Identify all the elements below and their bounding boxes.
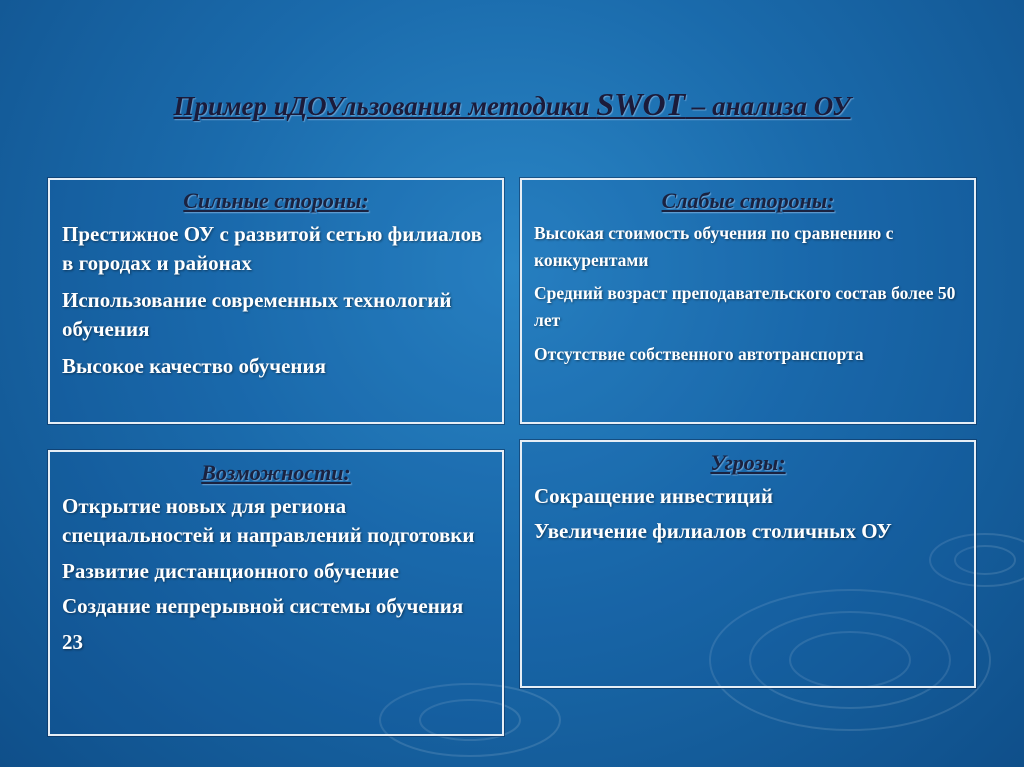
weakness-item: Средний возраст преподавательского состав более 50 лет	[534, 283, 956, 331]
strength-item: Высокое качество обучения	[62, 353, 326, 378]
weakness-item: Высокая стоимость обучения по сравнению с конкурентами	[534, 223, 894, 271]
opportunity-item: Открытие новых для региона специальностей и направлений подготовки	[62, 494, 475, 548]
strengths-heading: Сильные стороны:	[183, 188, 369, 213]
threat-item: Сокращение инвестиций	[534, 484, 773, 508]
title-swot: SWOT	[596, 86, 686, 122]
weaknesses-box	[520, 178, 976, 424]
opportunity-item: Развитие дистанционного обучение	[62, 558, 399, 583]
slide-number: 23	[62, 629, 83, 654]
strength-item: Использование современных технологий обучения	[62, 287, 452, 341]
strengths-box	[48, 178, 504, 424]
slide-title	[0, 86, 1024, 123]
weakness-item: Отсутствие собственного автотранспорта	[534, 343, 864, 364]
threats-box	[520, 440, 976, 688]
title-part2: – анализа ОУ	[685, 91, 851, 121]
opportunities-box	[48, 450, 504, 736]
threat-item: Увеличение филиалов столичных ОУ	[534, 518, 892, 543]
threats-heading: Угрозы:	[710, 450, 786, 475]
opportunity-item: Создание непрерывной системы обучения	[62, 594, 464, 619]
strength-item: Престижное ОУ с развитой сетью филиалов в городах и районах	[62, 222, 482, 275]
title-part1: Пример иДОУльзования методики	[173, 91, 597, 121]
opportunities-heading: Возможности:	[201, 460, 351, 485]
weaknesses-heading: Слабые стороны:	[661, 188, 835, 213]
